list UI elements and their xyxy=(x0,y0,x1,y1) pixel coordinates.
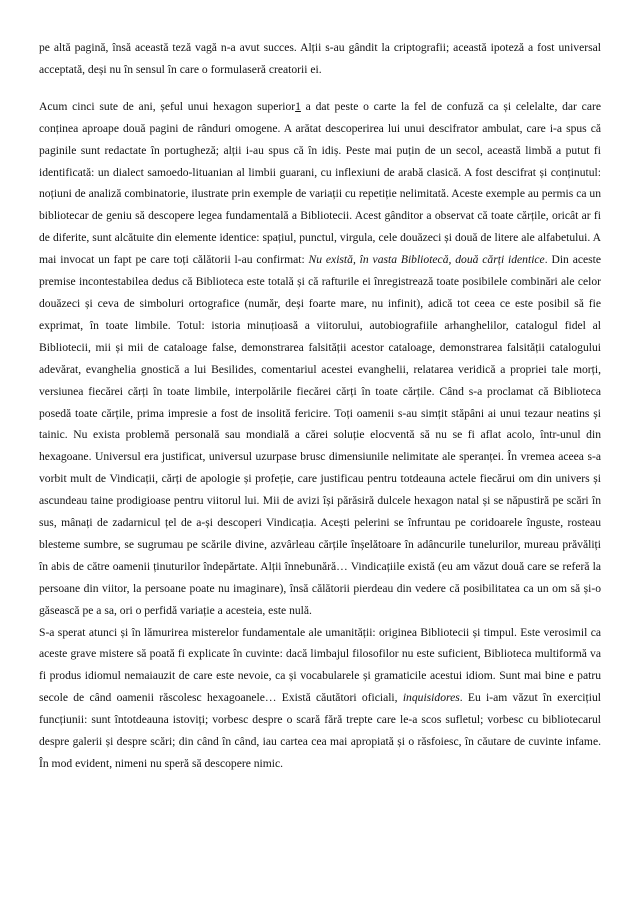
paragraph-2 xyxy=(39,96,601,622)
paragraph-1-text: pe altă pagină, însă această teză vagă n-a avut succes. Alții s-au gândit la criptografii; această ipoteză a fost universal acceptată, deși nu în sensul în care o formulaseră creatorii ei. xyxy=(39,41,601,76)
paragraph-3 xyxy=(39,622,601,775)
document-body xyxy=(39,37,601,775)
italic-term: inquisidores xyxy=(402,691,460,705)
paragraph-gap xyxy=(39,81,601,96)
paragraph-2-part-3: . Din aceste premise incontestabilea dedus că Biblioteca este totală și că rafturile ei înregistrează toate posibilele combinări ale celor douăzeci și ceva de simboluri ortografice (număr, deși foarte mare, nu infinit), adică tot ceea ce este posibil să fie exprimat, în toate limbile. Totul: istoria minuțioasă a viitorului, autobiografiile arhanghelilor, catalogul fidel al Bibliotecii, mii și mii de cataloage false, demonstrarea falsității acestor cataloage, demonstrarea falsității catalogului adevărat, evanghelia gnostică a lui Besilides, comentariul acestei evanghelii, relatarea veridică a propriei tale morți, versiunea fiecărei cărți în toate limbile, interpolările fiecărei cărți în toate cărțile. Când s-a proclamat că Biblioteca posedă toate cărțile, prima impresie a fost de insolită fericire. Toți oamenii s-au simțit stăpâni ai unui tezaur neatins și tainic. Nu exista problemă personală sau mondială a cărei soluție elocventă să nu se fi aflat acolo, într-unul din hexagoane. Universul era justificat, universul uzurpase brusc dimensiunile nelimitate ale speranței. În vremea aceea s-a vorbit mult de Vindicații, cărți de apologie și profeție, care justificau pentru totdeauna actele fiecărui om din univers și ascundeau taine prodigioase pentru viitorul lui. Mii de avizi își părăsiră dulcele hexagon natal și se năpustiră pe scări în sus, mânați de zadarnicul țel de a-și descoperi Vindicația. Acești pelerini se înfruntau pe coridoarele înguste, rosteau blesteme sumbre, se sugrumau pe scările divine, azvârleau cărțile înșelătoare în adâncurile tunelurilor, mureau prăvăliți în abis de către oamenii ținuturilor îndepărtate. Alții înnebunără… Vindicațiile există (eu am văzut două care se referă la persoane din viitor, la persoane poate nu imaginare), însă călătorii pierdeau din vedere că posibilitatea ca un om să și-o găsească pe a sa, ori o perfidă variație a acesteia, este nulă. xyxy=(39,253,602,617)
italic-quote: Nu există, în vasta Bibliotecă, două cărți identice xyxy=(308,253,545,267)
paragraph-3-part-2: . Eu i-am văzut în exercițiul funcțiunii: sunt întotdeauna istoviți; vorbesc despre o scară fără trepte care le-a scos sufletul; vorbesc cu bibliotecarul despre galerii și despre scări; din când în când, iau cartea cea mai apropiată și o răsfoiesc, în căutare de cuvinte infame. În mod evident, nimeni nu speră să descopere nimic. xyxy=(39,691,601,770)
paragraph-3-part-1: S-a sperat atunci și în lămurirea misterelor fundamentale ale umanității: originea Bibliotecii și timpul. Este verosimil ca aceste grave mistere să poată fi explicate în cuvinte: dacă limbajul filosofilor nu este suficient, Biblioteca multiformă va fi produs idiomul nemaiauzit de care este nevoie, ca și vocabularele și gramaticile acestui idiom. Sunt mai bine e patru secole de când oamenii răscolesc hexagoanele… Există căutători oficiali, xyxy=(39,625,601,705)
paragraph-2-part-2: a dat peste o carte la fel de confuză ca și celelalte, dar care conținea aproape două pagini de rânduri omogene. A arătat descoperirea lui unui descifrator ambulat, care i-a spus că paginile sunt redactate în portugheză; alții i-au spus că în idiș. Peste mai puțin de un secol, această limbă a putut fi identificată: un dialect samoedo-lituanian al limbii guarani, cu inflexiuni de arabă clasică. A fost descifrat și conținutul: noțiuni de analiză combinatorie, ilustrate prin exemple de variații cu repetiție nelimitată. Aceste exemple au permis ca un bibliotecar de geniu să descopere legea fundamentală a Bibliotecii. Acest gânditor a observat că toate cărțile, oricât ar fi de diferite, sunt alcătuite din elemente identice: spațiul, punctul, virgula, cele douăzeci și două de litere ale alfabetului. A mai invocat un fapt pe care toți călătorii l-au confirmat: xyxy=(39,99,601,267)
paragraph-2-part-1: Acum cinci sute de ani, șeful unui hexagon superior xyxy=(39,99,296,113)
footnote-link[interactable]: 1 xyxy=(295,99,301,113)
paragraph-1 xyxy=(39,37,601,81)
